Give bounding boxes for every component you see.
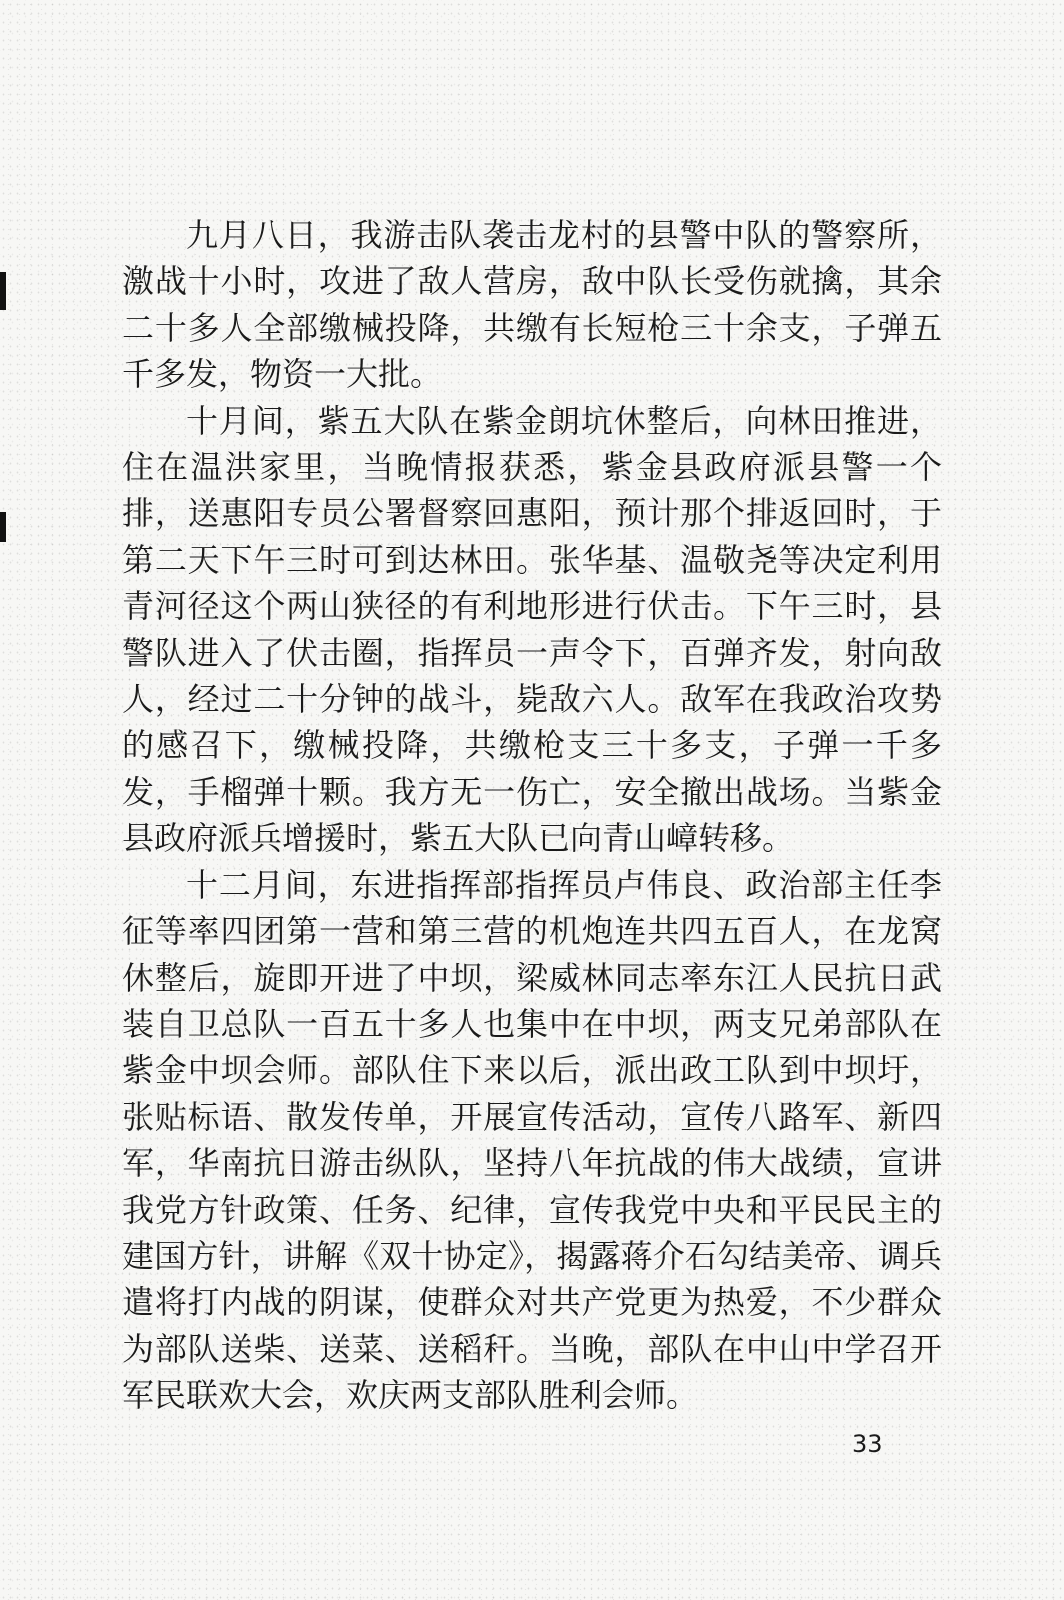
body-text (122, 212, 942, 1419)
page-number: 33 (852, 1430, 883, 1458)
paragraph: 九月八日，我游击队袭击龙村的县警中队的警察所，激战十小时，攻进了敌人营房，敌中队长受伤就擒，其余二十多人全部缴械投降，共缴有长短枪三十余支，子弹五千多发，物资一大批。 (122, 216, 942, 394)
binding-edge-mark (0, 272, 6, 310)
paragraph: 十二月间，东进指挥部指挥员卢伟良、政治部主任李征等率四团第一营和第三营的机炮连共四五百人，在龙窝休整后，旋即开进了中坝，梁威林同志率东江人民抗日武装自卫总队一百五十多人也集中在中坝，两支兄弟部队在紫金中坝会师。部队住下来以后，派出政工队到中坝圩，张贴标语、散发传单，开展宣传活动，宣传八路军、新四军，华南抗日游击纵队，坚持八年抗战的伟大战绩，宣讲我党方针政策、任务、纪律，宣传我党中央和平民民主的建国方针，讲解《双十协定》，揭露蒋介石勾结美帝、调兵遣将打内战的阴谋，使群众对共产党更为热爱，不少群众为部队送柴、送菜、送稻秆。当晚，部队在中山中学召开军民联欢大会，欢庆两支部队胜利会师。 (122, 865, 942, 1415)
binding-edge-mark (0, 512, 6, 542)
paragraph: 十月间，紫五大队在紫金朗坑休整后，向林田推进，住在温洪家里，当晚情报获悉，紫金县政府派县警一个排，送惠阳专员公署督察回惠阳，预计那个排返回时，于第二天下午三时可到达林田。张华基、温敬尧等决定利用青河径这个两山狭径的有利地形进行伏击。下午三时，县警队进入了伏击圈，指挥员一声令下，百弹齐发，射向敌人，经过二十分钟的战斗，毙敌六人。敌军在我政治攻势的感召下，缴械投降，共缴枪支三十多支，子弹一千多发，手榴弹十颗。我方无一伤亡，安全撤出战场。当紫金县政府派兵增援时，紫五大队已向青山嶂转移。 (122, 401, 942, 858)
